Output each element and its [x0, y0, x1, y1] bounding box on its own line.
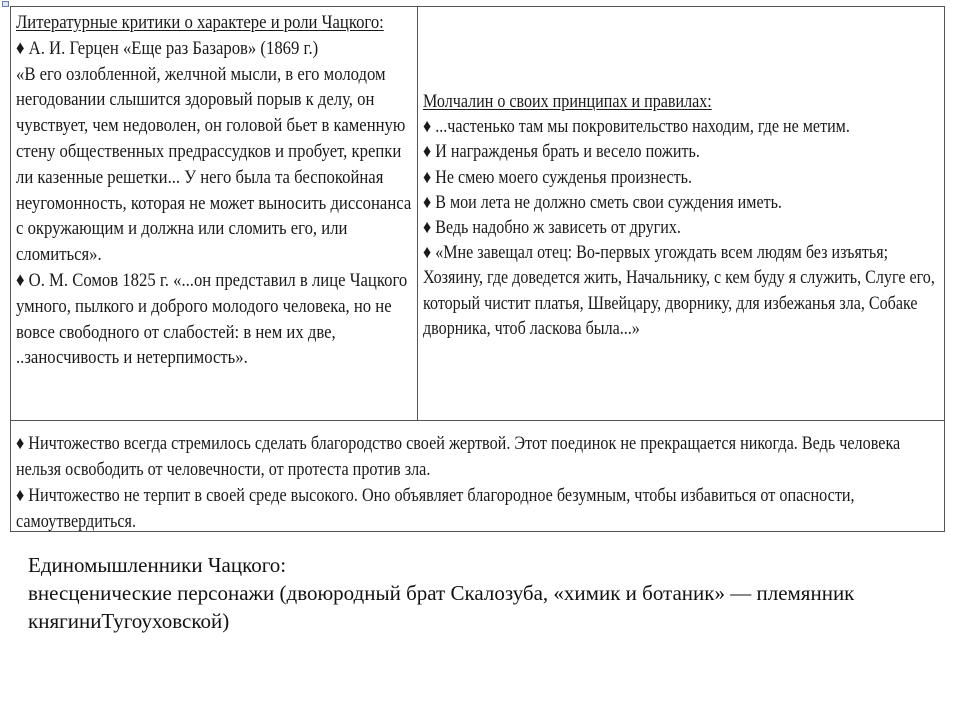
conclusion-item: ♦ Ничтожество всегда стремилось сделать благородство своей жертвой. Этот поединок не прекращается никогда. Ведь человека нельзя освободить от человечности, от протеста против зла. — [16, 433, 901, 480]
herzen-reference: ♦ А. И. Герцен «Еще раз Базаров» (1869 г.) — [16, 37, 319, 59]
herzen-quote: «В его озлобленной, желчной мысли, в его молодом негодовании слышится здоровый порыв к делу, он чувствует, чем недоволен, он головой бьет в каменную стену общественных предрассудков и пробует, крепки ли казенные решетки... У него была та беспокойная неугомонность, которая не может выносить диссонанса с окружающим и должна или сломить его, или сломиться». — [16, 63, 412, 266]
molchalin-heading: Молчалин о своих принципах и правилах: — [423, 91, 712, 112]
principle-item: ♦ ...частенько там мы покровительство находим, где не метим. — [423, 116, 850, 138]
principle-item: ♦ «Мне завещал отец: Во-первых угождать всем людям без изъятья; Хозяину, где доведется жить, Начальнику, с кем буду я служить, Слуге его, который чистит платья, Швейцару, дворнику, для избежанья зла, Собаке дворника, чтоб ласкова была...» — [423, 242, 935, 339]
principle-item: ♦ Не смею моего сужденья произнесть. — [423, 166, 692, 188]
note-text: внесценические персонажи (двоюродный брат Скалозуба, «химик и ботаник» — племянник княгиниТугоуховской) — [28, 581, 855, 633]
like-minded-note — [28, 551, 938, 635]
molchalin-cell — [418, 7, 944, 420]
principle-item: ♦ И награжденья брать и весело пожить. — [423, 141, 700, 163]
corner-marker — [2, 1, 9, 7]
note-title: Единомышленники Чацкого: — [28, 553, 287, 577]
document-table — [10, 6, 945, 532]
principle-item: ♦ Ведь надобно ж зависеть от других. — [423, 217, 681, 239]
critics-heading: Литературные критики о характере и роли Чацкого: — [16, 12, 384, 33]
conclusion-cell — [11, 420, 944, 531]
principle-item: ♦ В мои лета не должно сметь свои суждения иметь. — [423, 191, 782, 213]
critics-cell — [11, 7, 418, 420]
conclusion-item: ♦ Ничтожество не терпит в своей среде высокого. Оно объявляет благородное безумным, чтобы избавиться от опасности, самоутвердиться. — [16, 485, 855, 531]
somov-quote: ♦ О. М. Сомов 1825 г. «...он представил в лице Чацкого умного, пылкого и доброго молодого человека, но не вовсе свободного от слабостей: в нем их две, ..заносчивость и нетерпимость». — [16, 269, 408, 369]
